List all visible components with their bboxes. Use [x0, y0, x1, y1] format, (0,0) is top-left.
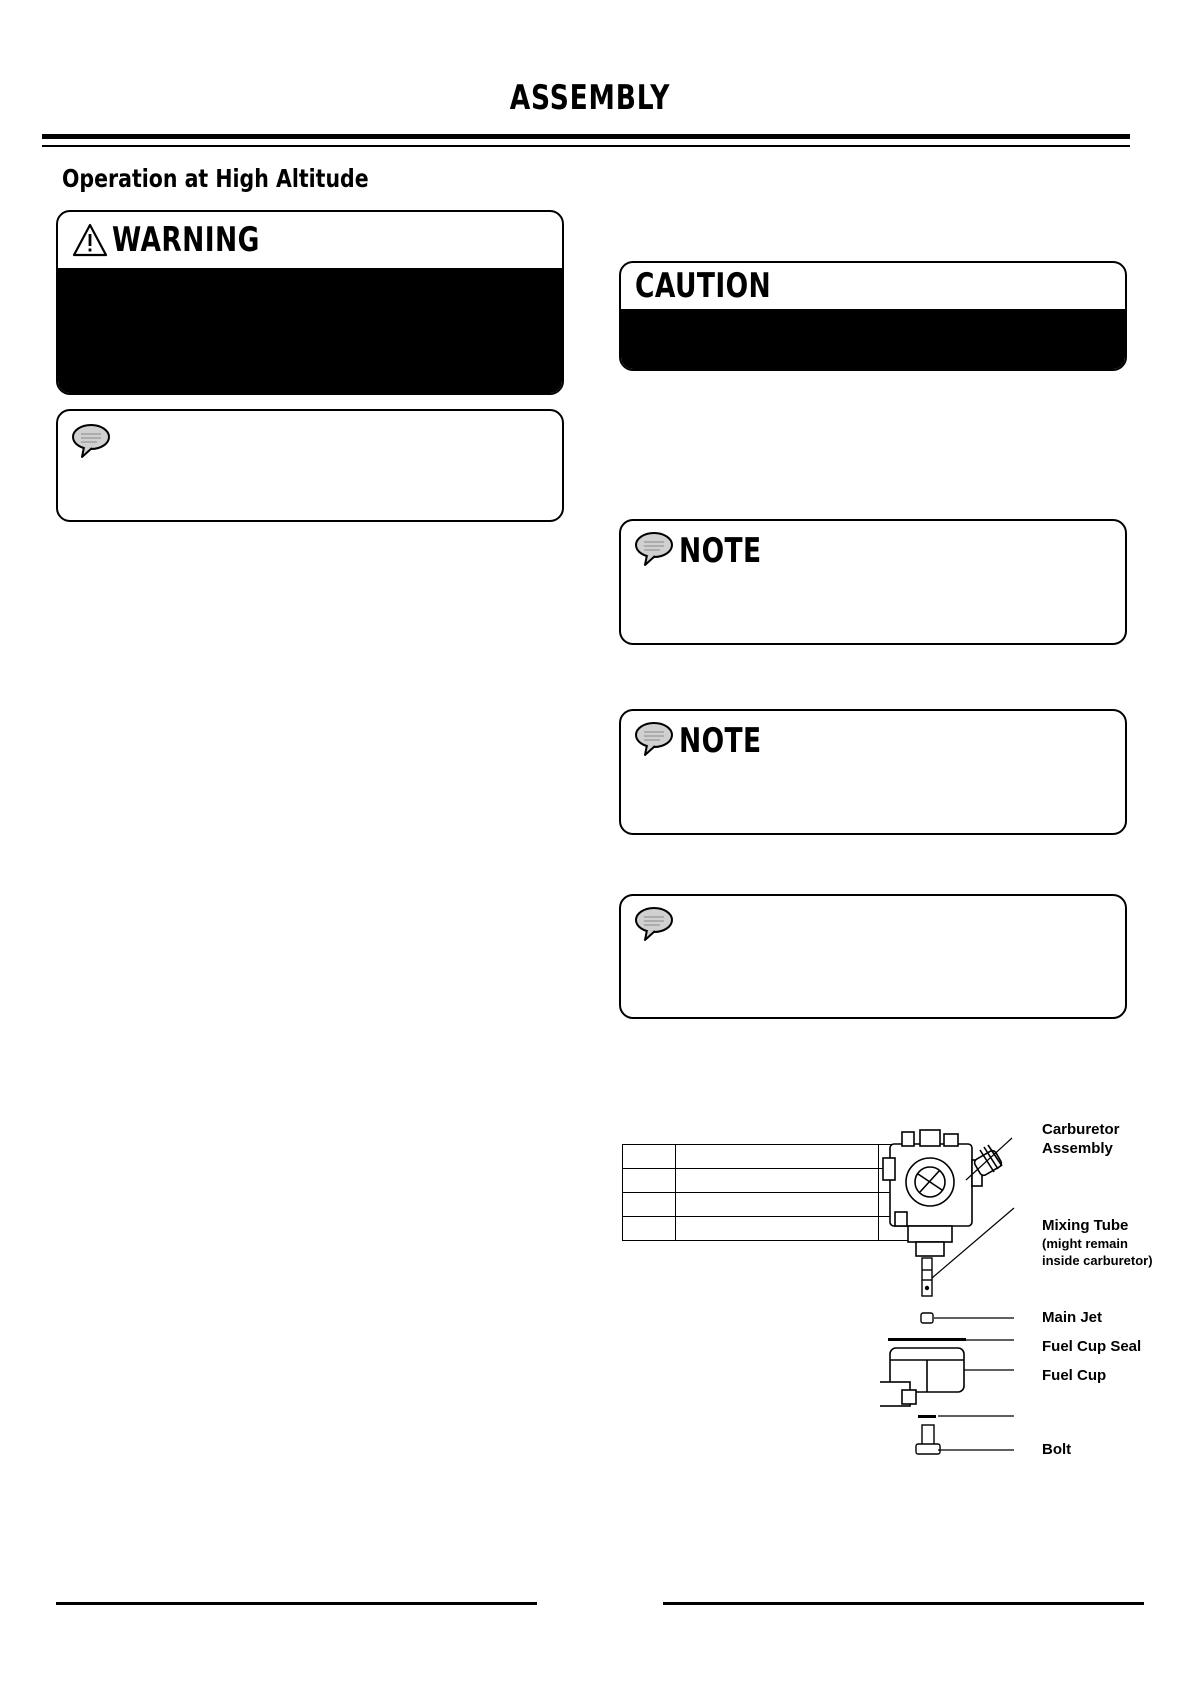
table-cell	[676, 1217, 879, 1241]
label-carburetor-line2: Assembly	[1042, 1140, 1113, 1157]
note-label: NOTE	[679, 531, 762, 571]
note-box-right-2	[619, 709, 1127, 835]
note-label: NOTE	[679, 721, 762, 761]
warning-label: WARNING	[112, 220, 260, 260]
table-cell	[623, 1169, 676, 1193]
warning-body	[58, 268, 562, 393]
table-cell	[623, 1193, 676, 1217]
table-row	[623, 1217, 917, 1241]
speech-bubble-icon	[70, 421, 112, 465]
footer-rule-right	[663, 1602, 1144, 1605]
label-bolt: Bolt	[1042, 1441, 1072, 1458]
speech-bubble-icon	[633, 904, 675, 948]
label-mixing-tube-note1: (might remain	[1042, 1236, 1128, 1251]
warning-header	[58, 212, 562, 268]
caution-header	[621, 263, 1125, 309]
mixing-tube-drawing	[922, 1258, 932, 1296]
note-box-right-3	[619, 894, 1127, 1019]
table-cell	[676, 1193, 879, 1217]
drain-gasket-drawing	[918, 1415, 936, 1418]
parts-table	[622, 1144, 917, 1241]
caution-body	[621, 309, 1125, 369]
carburetor-assembly-drawing	[883, 1130, 1003, 1256]
table-cell	[623, 1217, 676, 1241]
caution-label: CAUTION	[635, 266, 772, 306]
note-box-right-1	[619, 519, 1127, 645]
caution-box	[619, 261, 1127, 371]
label-mixing-tube-note2: inside carburetor)	[1042, 1253, 1153, 1268]
label-main-jet: Main Jet	[1042, 1309, 1103, 1326]
warning-triangle-icon	[72, 222, 108, 258]
label-fuel-cup-seal: Fuel Cup Seal	[1042, 1338, 1142, 1355]
footer-rule-left	[56, 1602, 537, 1605]
table-row	[623, 1193, 917, 1217]
header-rule-thick	[42, 134, 1130, 139]
warning-box	[56, 210, 564, 395]
table-row	[623, 1169, 917, 1193]
fuel-cup-seal-drawing	[888, 1338, 966, 1341]
label-fuel-cup: Fuel Cup	[1042, 1367, 1107, 1384]
table-cell	[623, 1145, 676, 1169]
table-cell	[676, 1145, 879, 1169]
label-carburetor-line1: Carburetor	[1042, 1121, 1120, 1138]
label-mixing-tube: Mixing Tube	[1042, 1217, 1129, 1234]
speech-bubble-icon	[633, 719, 675, 763]
bolt-drawing	[916, 1425, 940, 1454]
main-jet-drawing	[921, 1313, 933, 1323]
table-row	[623, 1145, 917, 1169]
carburetor-diagram	[880, 1120, 1050, 1490]
header-rule-thin	[42, 145, 1130, 147]
note-box-left	[56, 409, 564, 522]
speech-bubble-icon	[633, 529, 675, 573]
section-heading: Operation at High Altitude	[62, 164, 369, 193]
page-title: ASSEMBLY	[509, 78, 671, 118]
table-cell	[676, 1169, 879, 1193]
